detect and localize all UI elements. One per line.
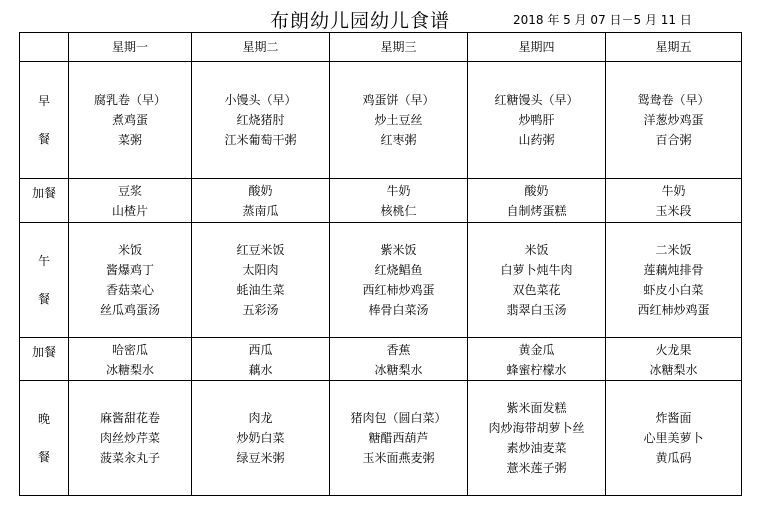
dish: 西红柿炒鸡蛋 xyxy=(637,303,710,317)
meal-label-char: 餐 xyxy=(37,132,50,146)
corner-cell xyxy=(20,33,69,62)
dish: 炒土豆丝 xyxy=(374,113,423,127)
dish: 红烧鲳鱼 xyxy=(374,263,423,277)
dish: 藕水 xyxy=(248,363,273,377)
dish: 紫米面发糕 xyxy=(506,401,567,415)
dish: 酸奶 xyxy=(248,184,273,198)
dish: 糖醋西葫芦 xyxy=(368,431,429,445)
menu-cell xyxy=(606,381,742,496)
date-range: 2018 年 5 月 07 日－5 月 11 日 xyxy=(513,13,692,27)
dish: 猪肉包（圆白菜） xyxy=(350,411,447,425)
menu-cell xyxy=(192,179,330,223)
meal-label-snack-am: 加餐 xyxy=(20,179,69,223)
dish: 麻酱甜花卷 xyxy=(99,411,160,425)
dish: 心里美萝卜 xyxy=(643,431,704,445)
dish: 山药粥 xyxy=(518,133,555,147)
dish: 五彩汤 xyxy=(242,303,279,317)
menu-cell xyxy=(606,62,742,179)
menu-cell xyxy=(69,223,192,338)
menu-cell xyxy=(69,381,192,496)
menu-cell xyxy=(192,338,330,381)
menu-cell xyxy=(468,381,606,496)
menu-cell xyxy=(606,223,742,338)
day-header-tue: 星期二 xyxy=(192,33,330,62)
dish: 洋葱炒鸡蛋 xyxy=(643,113,704,127)
menu-cell xyxy=(468,179,606,223)
dish: 菜粥 xyxy=(117,133,142,147)
dish: 玉米段 xyxy=(655,204,692,218)
dish: 冰糖梨水 xyxy=(649,363,698,377)
dish: 红枣粥 xyxy=(380,133,417,147)
dish: 黄金瓜 xyxy=(518,343,555,357)
meal-label-char: 午 xyxy=(37,254,50,268)
dish: 二米饭 xyxy=(655,243,692,257)
dish: 炒奶白菜 xyxy=(236,431,285,445)
dish: 米饭 xyxy=(524,243,549,257)
day-header-thu: 星期四 xyxy=(468,33,606,62)
dish: 肉炒海带胡萝卜丝 xyxy=(488,421,585,435)
dish: 双色菜花 xyxy=(512,283,561,297)
day-header-fri: 星期五 xyxy=(606,33,742,62)
menu-cell xyxy=(330,62,468,179)
dish: 酱爆鸡丁 xyxy=(105,263,154,277)
dish: 薏米莲子粥 xyxy=(506,461,567,475)
dish: 牛奶 xyxy=(661,184,686,198)
menu-cell xyxy=(330,381,468,496)
meal-row-dinner xyxy=(20,381,742,496)
dish: 哈密瓜 xyxy=(111,343,148,357)
dish: 红糖馒头（早） xyxy=(494,93,579,107)
meal-label-char: 餐 xyxy=(37,292,50,306)
dish: 蚝油生菜 xyxy=(236,283,285,297)
menu-cell xyxy=(192,62,330,179)
dish: 菠菜汆丸子 xyxy=(99,451,160,465)
dish: 香菇菜心 xyxy=(105,283,154,297)
dish: 西瓜 xyxy=(248,343,273,357)
dish: 自制烤蛋糕 xyxy=(506,204,567,218)
dish: 冰糖梨水 xyxy=(105,363,154,377)
menu-cell xyxy=(330,179,468,223)
dish: 香蕉 xyxy=(386,343,411,357)
menu-cell xyxy=(69,338,192,381)
menu-cell xyxy=(192,381,330,496)
meal-label-lunch xyxy=(20,223,69,338)
dish: 牛奶 xyxy=(386,184,411,198)
dish: 百合粥 xyxy=(655,133,692,147)
dish: 炒鸭肝 xyxy=(518,113,555,127)
dish: 素炒油麦菜 xyxy=(506,441,567,455)
menu-cell xyxy=(192,223,330,338)
menu-cell xyxy=(606,179,742,223)
menu-cell xyxy=(69,62,192,179)
dish: 太阳肉 xyxy=(242,263,279,277)
dish: 米饭 xyxy=(117,243,142,257)
dish: 鸡蛋饼（早） xyxy=(362,93,435,107)
dish: 玉米面燕麦粥 xyxy=(362,451,435,465)
meal-row-lunch xyxy=(20,223,742,338)
meal-label-dinner xyxy=(20,381,69,496)
meal-row-snack-am xyxy=(20,179,742,223)
dish: 煮鸡蛋 xyxy=(111,113,148,127)
dish: 红烧猪肘 xyxy=(236,113,285,127)
menu-cell xyxy=(330,338,468,381)
day-header-mon: 星期一 xyxy=(69,33,192,62)
dish: 火龙果 xyxy=(655,343,692,357)
dish: 鸳鸯卷（早） xyxy=(637,93,710,107)
dish: 豆浆 xyxy=(117,184,142,198)
dish: 西红柿炒鸡蛋 xyxy=(362,283,435,297)
dish: 炸酱面 xyxy=(655,411,692,425)
dish: 蒸南瓜 xyxy=(242,204,279,218)
dish: 小馒头（早） xyxy=(224,93,297,107)
meal-label-char: 晚 xyxy=(37,412,50,426)
menu-cell xyxy=(468,338,606,381)
menu-cell xyxy=(69,179,192,223)
dish: 紫米饭 xyxy=(380,243,417,257)
menu-cell xyxy=(606,338,742,381)
dish: 丝瓜鸡蛋汤 xyxy=(99,303,160,317)
meal-row-breakfast xyxy=(20,62,742,179)
meal-row-snack-pm xyxy=(20,338,742,381)
dish: 核桃仁 xyxy=(380,204,417,218)
dish: 肉龙 xyxy=(248,411,273,425)
menu-table xyxy=(19,32,742,496)
dish: 山楂片 xyxy=(111,204,148,218)
meal-label-snack-pm: 加餐 xyxy=(20,338,69,381)
dish: 红豆米饭 xyxy=(236,243,285,257)
menu-cell xyxy=(330,223,468,338)
dish: 黄瓜码 xyxy=(655,451,692,465)
dish: 冰糖梨水 xyxy=(374,363,423,377)
dish: 白萝卜炖牛肉 xyxy=(500,263,573,277)
dish: 腐乳卷（早） xyxy=(93,93,166,107)
meal-label-char: 早 xyxy=(37,94,50,108)
dish: 蜂蜜柠檬水 xyxy=(506,363,567,377)
page-title: 布朗幼儿园幼儿食谱 xyxy=(270,10,451,32)
dish: 肉丝炒芹菜 xyxy=(99,431,160,445)
dish: 翡翠白玉汤 xyxy=(506,303,567,317)
dish: 酸奶 xyxy=(524,184,549,198)
menu-cell xyxy=(468,223,606,338)
dish: 江米葡萄干粥 xyxy=(224,133,297,147)
day-header-wed: 星期三 xyxy=(330,33,468,62)
menu-cell xyxy=(468,62,606,179)
dish: 莲藕炖排骨 xyxy=(643,263,704,277)
dish: 绿豆米粥 xyxy=(236,451,285,465)
dish: 虾皮小白菜 xyxy=(643,283,704,297)
meal-label-char: 餐 xyxy=(37,450,50,464)
dish: 棒骨白菜汤 xyxy=(368,303,429,317)
header-row xyxy=(20,33,742,62)
meal-label-breakfast xyxy=(20,62,69,179)
